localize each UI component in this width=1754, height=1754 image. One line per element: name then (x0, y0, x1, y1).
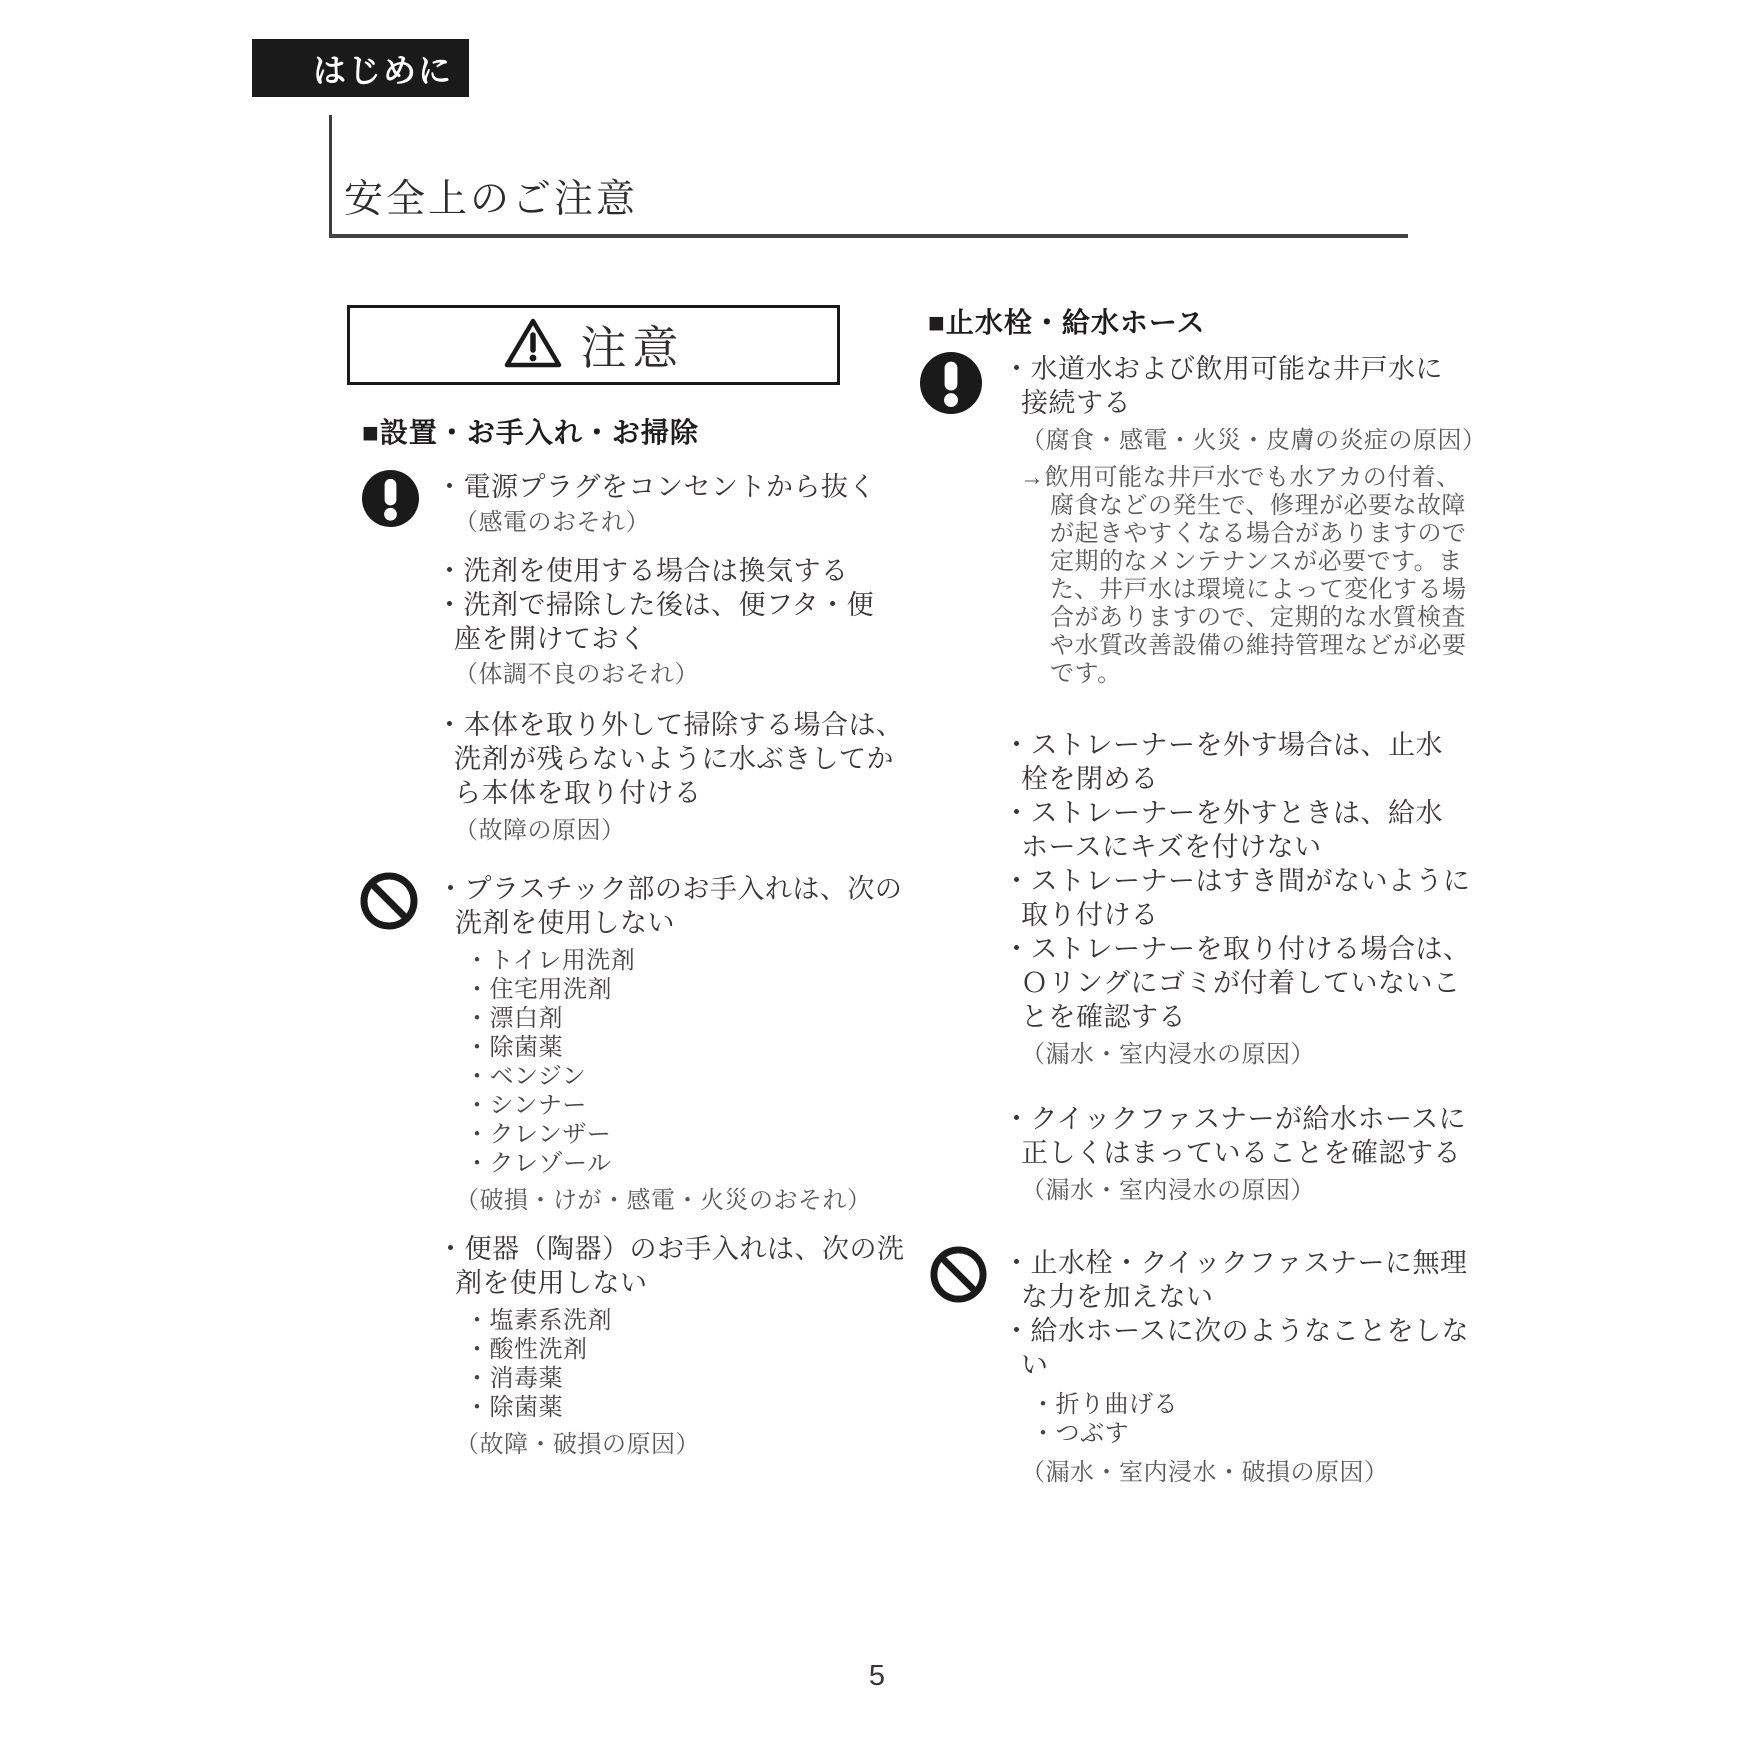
safety-group (362, 470, 904, 848)
hazard-note: （漏水・室内浸水・破損の原因） (1021, 1459, 1389, 1486)
title-horizontal-rule (329, 234, 1408, 238)
explanation-line: です。 (1050, 660, 1122, 687)
list-item: ・ストレーナーを外す場合は、止水 (1003, 730, 1443, 760)
safety-text-block (437, 872, 905, 1462)
sub-list-item: ・クレンザー (465, 1121, 612, 1148)
list-item-continuation: 洗剤を使用しない (455, 908, 675, 938)
prohibition-icon (930, 1246, 987, 1308)
hazard-note: （腐食・感電・火災・皮膚の炎症の原因） (1021, 427, 1487, 454)
sub-list-item: ・漂白剤 (465, 1005, 563, 1032)
section-tab-label: はじめに (313, 51, 453, 89)
hazard-note: （感電のおそれ） (454, 509, 650, 536)
sub-list-item: ・つぶす (1031, 1420, 1129, 1447)
sub-list-item: ・ベンジン (465, 1063, 587, 1090)
sub-list-item: ・クレゾール (465, 1150, 612, 1177)
list-item-continuation: とを確認する (1021, 1002, 1186, 1032)
list-item-continuation: Ｏリングにゴミが付着していないこ (1021, 968, 1461, 998)
explanation-line: 定期的なメンテナンスが必要です。ま (1050, 548, 1463, 575)
list-item-continuation: 洗剤が残らないように水ぶきしてか (454, 744, 894, 774)
safety-group (360, 872, 905, 1462)
hazard-note: （故障・破損の原因） (455, 1431, 700, 1458)
title-vertical-rule (329, 115, 332, 237)
list-item-continuation: ホースにキズを付けない (1021, 832, 1322, 862)
hazard-note: （故障の原因） (454, 817, 626, 844)
section-heading-installation-care-cleaning: ■設置・お手入れ・お掃除 (362, 417, 699, 448)
explanation-line: が起きやすくなる場合がありますので (1050, 520, 1467, 547)
list-item-continuation: 剤を使用しない (455, 1268, 648, 1298)
list-item: ・止水栓・クイックファスナーに無理 (1003, 1248, 1468, 1278)
list-item-continuation: ら本体を取り付ける (454, 778, 702, 808)
list-item: ・ストレーナーを外すときは、給水 (1003, 798, 1443, 828)
sub-list-item: ・消毒薬 (465, 1365, 563, 1392)
list-item-continuation: な力を加えない (1021, 1282, 1214, 1312)
page-title: 安全上のご注意 (344, 178, 639, 221)
list-item: ・水道水および飲用可能な井戸水に (1003, 354, 1443, 384)
list-item: ・便器（陶器）のお手入れは、次の洗 (437, 1234, 905, 1264)
safety-text-block (1003, 352, 1487, 1208)
explanation-line: →飲用可能な井戸水でも水アカの付着、 (1020, 464, 1461, 491)
safety-text-block (1003, 1246, 1470, 1490)
list-item-continuation: い (1021, 1350, 1049, 1380)
list-item: ・洗剤で掃除した後は、便フタ・便 (436, 590, 875, 620)
sub-list-item: ・除菌薬 (465, 1394, 563, 1421)
safety-text-block (436, 470, 904, 848)
warning-triangle-icon (503, 316, 563, 375)
list-item: ・ストレーナーを取り付ける場合は、 (1003, 934, 1471, 964)
list-item-continuation: 正しくはまっていることを確認する (1021, 1138, 1461, 1168)
explanation-line: や水質改善設備の維持管理などが必要 (1050, 632, 1467, 659)
sub-list-item: ・塩素系洗剤 (465, 1307, 612, 1334)
sub-list-item: ・除菌薬 (465, 1034, 563, 1061)
prohibition-icon (360, 872, 418, 935)
list-item: ・洗剤を使用する場合は換気する (436, 556, 849, 586)
section-heading-water-valve-hose: ■止水栓・給水ホース (928, 307, 1206, 338)
list-item-continuation: 取り付ける (1021, 900, 1159, 930)
sub-list-item: ・住宅用洗剤 (465, 976, 612, 1003)
hazard-note: （体調不良のおそれ） (454, 661, 699, 688)
section-tab (252, 39, 469, 97)
sub-list-item: ・折り曲げる (1031, 1391, 1178, 1418)
safety-group (930, 1246, 1470, 1490)
list-item: ・プラスチック部のお手入れは、次の (437, 874, 903, 904)
page-number: 5 (868, 1660, 886, 1692)
list-item: ・ストレーナーはすき間がないように (1003, 866, 1471, 896)
sub-list-item: ・酸性洗剤 (465, 1336, 588, 1363)
list-item: ・クイックファスナーが給水ホースに (1003, 1104, 1467, 1134)
caution-box (347, 305, 840, 385)
list-item-continuation: 座を開けておく (454, 624, 647, 654)
mandatory-exclamation-icon (362, 470, 419, 532)
hazard-note: （漏水・室内浸水の原因） (1021, 1041, 1315, 1068)
hazard-note: （漏水・室内浸水の原因） (1021, 1177, 1315, 1204)
mandatory-exclamation-icon (920, 352, 982, 419)
list-item-continuation: 栓を閉める (1021, 764, 1159, 794)
list-item-continuation: 接続する (1021, 388, 1131, 418)
explanation-line: 腐食などの発生で、修理が必要な故障 (1050, 492, 1467, 519)
list-item: ・給水ホースに次のようなことをしな (1003, 1316, 1470, 1346)
explanation-line: た、井戸水は環境によって変化する場 (1050, 576, 1467, 603)
hazard-note: （破損・けが・感電・火災のおそれ） (455, 1187, 872, 1214)
explanation-line: 合がありますので、定期的な水質検査 (1050, 604, 1467, 631)
sub-list-item: ・トイレ用洗剤 (465, 947, 636, 974)
list-item: ・電源プラグをコンセントから抜く (436, 472, 876, 502)
safety-group (920, 352, 1487, 1208)
list-item: ・本体を取り外して掃除する場合は、 (436, 710, 904, 740)
sub-list-item: ・シンナー (465, 1092, 587, 1119)
caution-label: 注意 (580, 322, 685, 374)
